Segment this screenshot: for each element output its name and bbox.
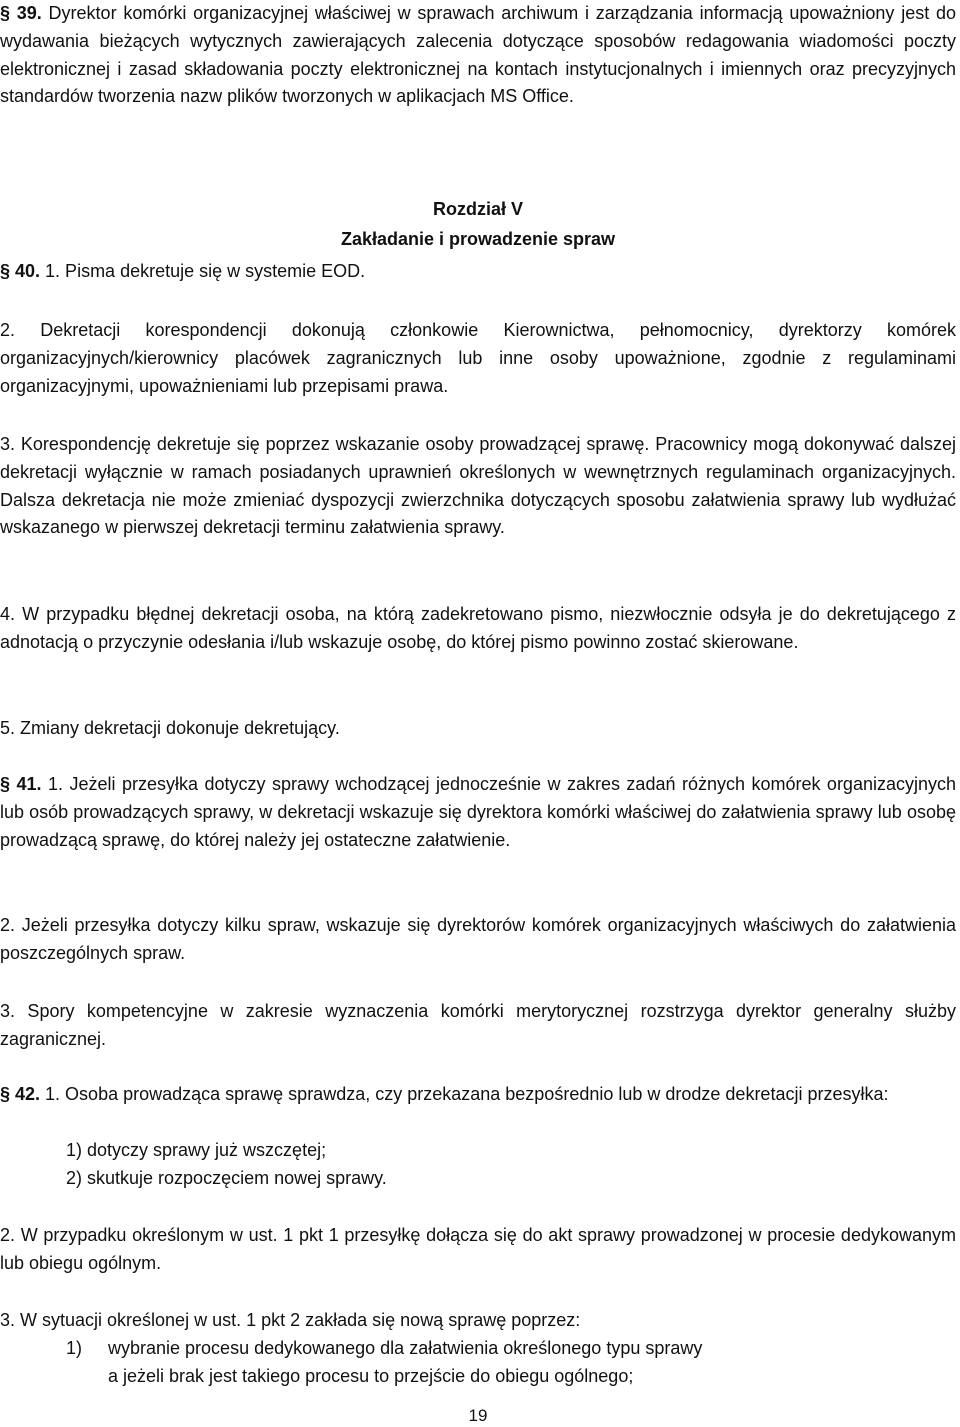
paragraph-text: 1. Jeżeli przesyłka dotyczy sprawy wchodzącej jednocześnie w zakres zadań różnych komórek organizacyjnych lub osób prowadzących sprawy, w dekretacji wskazuje się dyrektora komórki właściwej do załatwienia sprawy lub osobę prowadzącą sprawę, do której należy jej ostateczne załatwienie. [0, 774, 956, 850]
list-item-number: 1) [66, 1338, 83, 1358]
paragraph-40-5: 5. Zmiany dekretacji dokonuje dekretujący. [0, 718, 340, 738]
paragraph-39 [0, 0, 956, 111]
list-item: 2) skutkuje rozpoczęciem nowej sprawy. [66, 1168, 387, 1188]
chapter-number: Rozdział V [432, 199, 523, 219]
paragraph-text: 1. Pisma dekretuje się w systemie EOD. [40, 261, 366, 281]
paragraph-40-3: 3. Korespondencję dekretuje się poprzez wskazanie osoby prowadzącej sprawę. Pracownicy mogą dokonywać dalszej dekretacji wyłącznie w ramach posiadanych uprawnień określonych w wewnętrznych regulaminach organizacyjnych. Dalsza dekretacja nie może zmieniać dyspozycji zwierzchnika dotyczących sposobu załatwienia sprawy lub wydłużać wskazanego w pierwszej dekretacji terminu załatwienia sprawy. [0, 434, 956, 538]
paragraph-41-3: 3. Spory kompetencyjne w zakresie wyznaczenia komórki merytorycznej rozstrzyga dyrektor generalny służby zagranicznej. [0, 1001, 956, 1049]
section-mark: § 40. [0, 261, 41, 281]
paragraph-40-4: 4. W przypadku błędnej dekretacji osoba, na którą zadekretowano pismo, niezwłocznie odsyła je do dekretującego z adnotacją o przyczynie odesłania i/lub wskazuje osobę, do której pismo powinno zostać skierowane. [0, 604, 956, 652]
page-number: 19 [468, 1406, 488, 1425]
chapter-title: Zakładanie i prowadzenie spraw [340, 229, 616, 249]
list-item-text: a jeżeli brak jest takiego procesu to przejście do obiegu ogólnego; [108, 1366, 634, 1386]
paragraph-42-2: 2. W przypadku określonym w ust. 1 pkt 1 przesyłkę dołącza się do akt sprawy prowadzonej w procesie dedykowanym lub obiegu ogólnym. [0, 1225, 956, 1273]
section-mark: § 42. [0, 1084, 41, 1104]
section-mark: § 41. [0, 774, 42, 794]
list-item: 1) dotyczy sprawy już wszczętej; [66, 1140, 327, 1160]
paragraph-text: Dyrektor komórki organizacyjnej właściwej w sprawach archiwum i zarządzania informacją upoważniony jest do wydawania bieżących wytycznych zawierających zalecenia dotyczące sposobów redagowania wiadomości poczty elektronicznej i zasad składowania poczty elektronicznej na kontach instytucjonalnych i imiennych oraz precyzyjnych standardów tworzenia nazw plików tworzonych w aplikacjach MS Office. [0, 3, 956, 107]
paragraph-42-1 [0, 1081, 956, 1109]
list-item [0, 1335, 956, 1391]
list-item-text: wybranie procesu dedykowanego dla załatwienia określonego typu sprawy [108, 1338, 703, 1358]
paragraph-40-1 [0, 258, 956, 286]
paragraph-40-2: 2. Dekretacji korespondencji dokonują członkowie Kierownictwa, pełnomocnicy, dyrektorzy komórek organizacyjnych/kierownicy placówek zagranicznych lub inne osoby upoważnione, zgodnie z regulaminami organizacyjnymi, upoważnieniami lub przepisami prawa. [0, 320, 956, 396]
paragraph-text: 1. Osoba prowadząca sprawę sprawdza, czy przekazana bezpośrednio lub w drodze dekretacji przesyłka: [40, 1084, 889, 1104]
chapter-heading [0, 194, 956, 254]
paragraph-41-1 [0, 771, 956, 854]
section-mark: § 39. [0, 3, 42, 23]
paragraph-41-2: 2. Jeżeli przesyłka dotyczy kilku spraw, wskazuje się dyrektorów komórek organizacyjnych właściwych do załatwienia poszczególnych spraw. [0, 915, 956, 963]
paragraph-42-3: 3. W sytuacji określonej w ust. 1 pkt 2 zakłada się nową sprawę poprzez: [0, 1310, 581, 1330]
